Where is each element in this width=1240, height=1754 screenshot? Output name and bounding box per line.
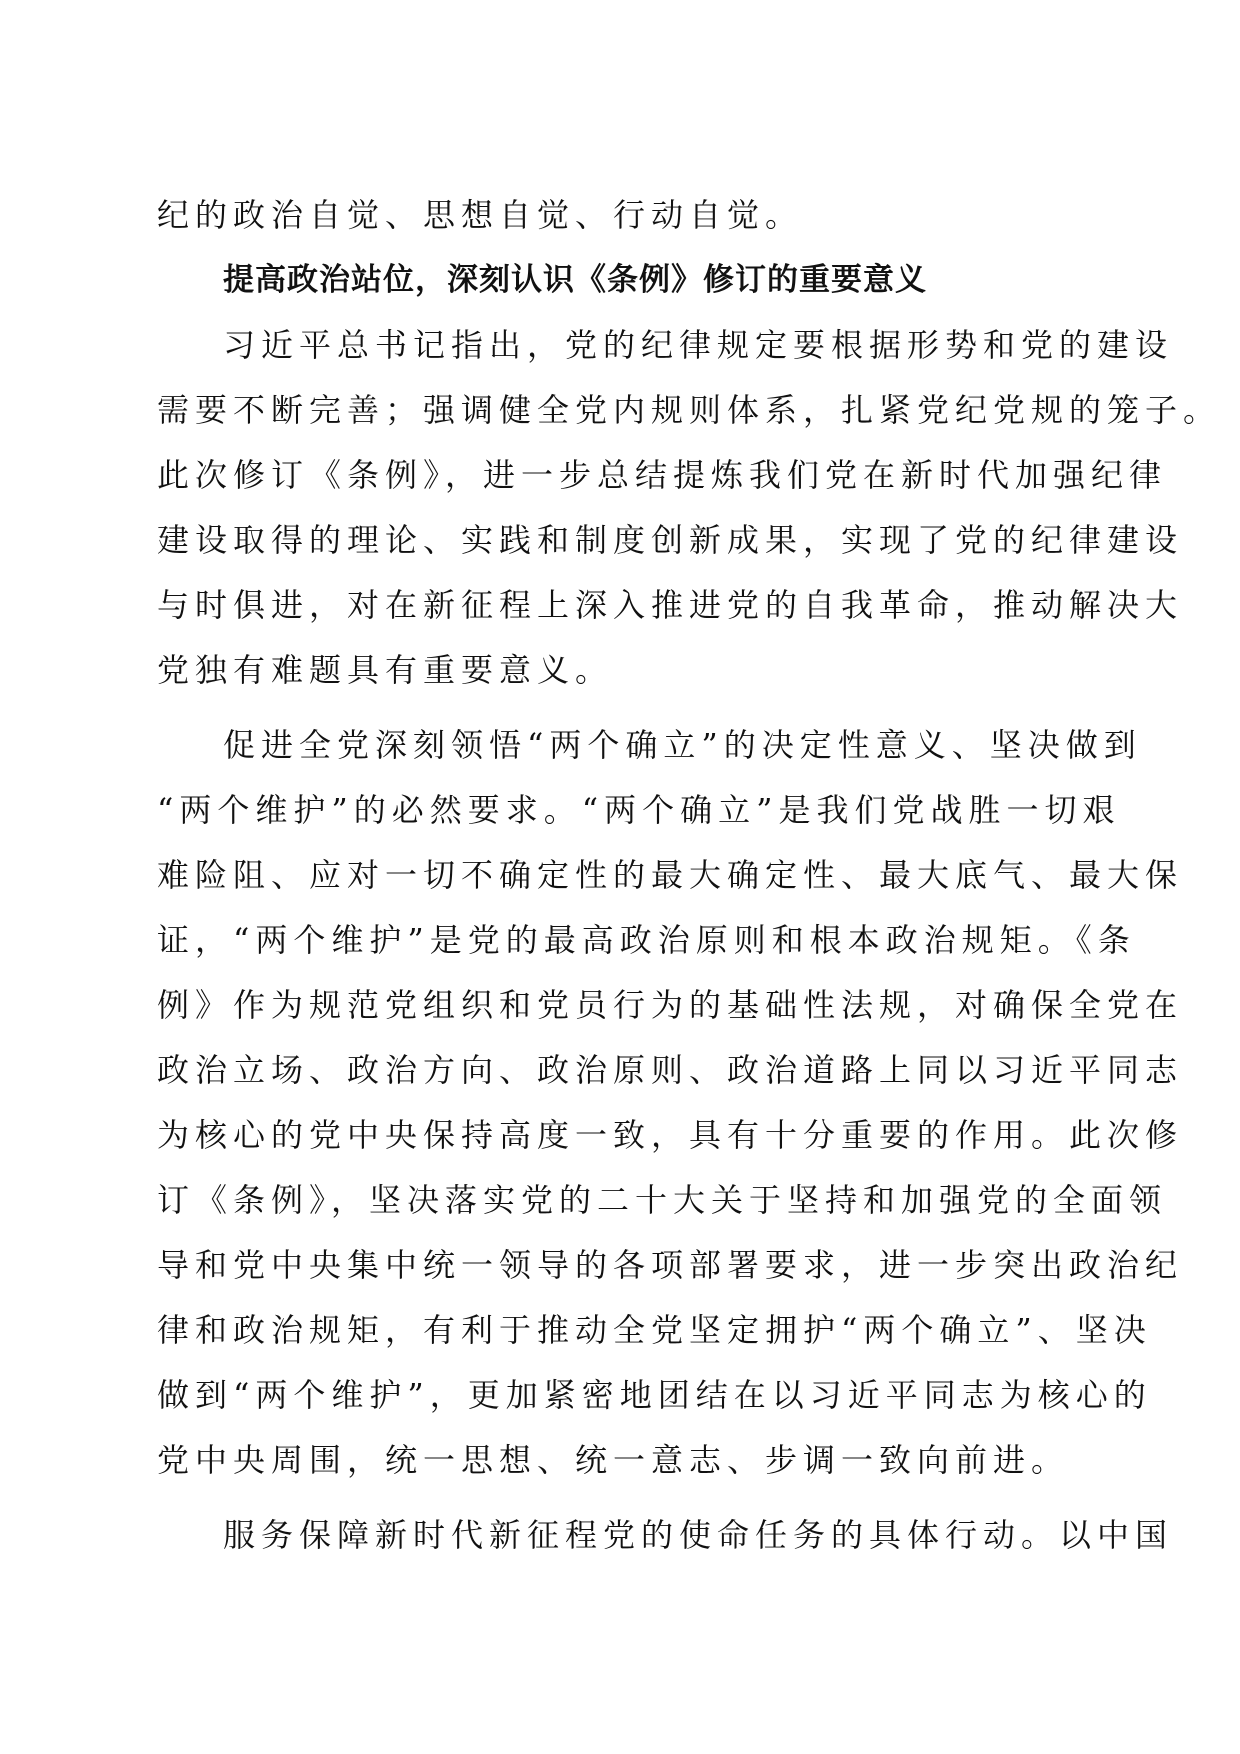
paragraph-line: 服务保障新时代新征程党的使命任务的具体行动。以中国: [223, 1516, 1174, 1554]
paragraph-line: 政治立场、政治方向、政治原则、政治道路上同以习近平同志: [157, 1051, 1184, 1089]
paragraph-line: 订《条例》，坚决落实党的二十大关于坚持和加强党的全面领: [157, 1181, 1168, 1219]
paragraph-line: 建设取得的理论、实践和制度创新成果，实现了党的纪律建设: [157, 521, 1184, 559]
paragraph-line: 党独有难题具有重要意义。: [157, 651, 614, 689]
paragraph-1: [157, 313, 1222, 703]
paragraph-line: 此次修订《条例》，进一步总结提炼我们党在新时代加强纪律: [157, 456, 1168, 494]
paragraph-2: [157, 713, 1184, 1493]
paragraph-line: 促进全党深刻领悟“两个确立”的决定性意义、坚决做到: [223, 726, 1142, 764]
document-body: [157, 183, 1222, 1568]
paragraph-line: 与时俱进，对在新征程上深入推进党的自我革命，推动解决大: [157, 586, 1184, 624]
paragraph-line: 党中央周围，统一思想、统一意志、步调一致向前进。: [157, 1441, 1070, 1479]
paragraph-line: 证，“两个维护”是党的最高政治原则和根本政治规矩。《条: [157, 921, 1136, 959]
continuation-line: 纪的政治自觉、思想自觉、行动自觉。: [157, 196, 804, 234]
paragraph-line: “两个维护”的必然要求。“两个确立”是我们党战胜一切艰: [157, 791, 1121, 829]
paragraph-line: 律和政治规矩，有利于推动全党坚定拥护“两个确立”、坚决: [157, 1311, 1152, 1349]
paragraph-line: 难险阻、应对一切不确定性的最大确定性、最大底气、最大保: [157, 856, 1184, 894]
paragraph-3: [157, 1503, 1174, 1568]
paragraph-line: 习近平总书记指出，党的纪律规定要根据形势和党的建设: [223, 326, 1174, 364]
paragraph-line: 为核心的党中央保持高度一致，具有十分重要的作用。此次修: [157, 1116, 1184, 1154]
section-heading: 提高政治站位，深刻认识《条例》修订的重要意义: [223, 262, 927, 298]
paragraph-line: 需要不断完善；强调健全党内规则体系，扎紧党纪党规的笼子。: [157, 391, 1222, 429]
paragraph-line: 导和党中央集中统一领导的各项部署要求，进一步突出政治纪: [157, 1246, 1184, 1284]
paragraph-line: 做到“两个维护”，更加紧密地团结在以习近平同志为核心的: [157, 1376, 1152, 1414]
paragraph-line: 例》作为规范党组织和党员行为的基础性法规，对确保全党在: [157, 986, 1184, 1024]
